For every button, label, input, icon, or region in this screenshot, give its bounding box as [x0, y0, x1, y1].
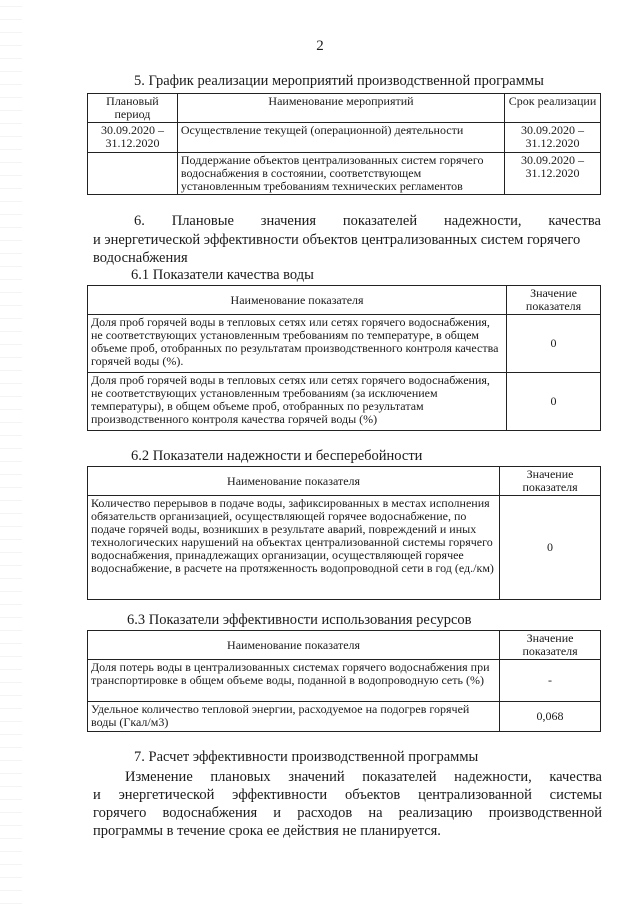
row-name: Удельное количество тепловой энергии, расходуемое на подогрев горячей воды (Гкал/м3) [88, 702, 500, 732]
header-name: Наименование мероприятий [177, 94, 504, 123]
section-6-line-1: 6. Плановые значения показателей надежности, качества [134, 213, 601, 229]
table-row [88, 373, 601, 431]
schedule-table [87, 93, 601, 195]
header-name: Наименование показателя [88, 286, 507, 315]
row-name: Доля потерь воды в централизованных системах горячего водоснабжения при транспортировке в общем объеме воды, поданной в водопроводную сеть (%) [88, 660, 500, 702]
row-name: Осуществление текущей (операционной) деятельности [177, 123, 504, 153]
section-7-line-1: Изменение плановых значений показателей надежности, качества [125, 769, 602, 785]
section-7-title: 7. Расчет эффективности производственной программы [134, 749, 479, 765]
resource-efficiency-table [87, 630, 601, 732]
header-value: Значение показателя [507, 286, 601, 315]
table-row [88, 153, 601, 195]
row-value: 0,068 [500, 702, 601, 732]
subsection-6-1-title: 6.1 Показатели качества воды [131, 267, 314, 283]
section-6-line-3: водоснабжения [93, 250, 188, 266]
row-name: Доля проб горячей воды в тепловых сетях или сетях горячего водоснабжения, не соответствующих установленным требованиям по температуре, в общем объеме проб, отобранных по результатам производственного контроля качества горячей воды (%). [88, 315, 507, 373]
row-name: Доля проб горячей воды в тепловых сетях или сетях горячего водоснабжения, не соответствующих установленным требованиям (за исключением температуры), в общем объеме проб, отобранных по результатам производственного контроля качества горячей воды (%) [88, 373, 507, 431]
row-period [88, 153, 178, 195]
section-7-line-4: программы в течение срока ее действия не планируется. [93, 823, 441, 839]
section-7-line-2: и энергетической эффективности объектов централизованной системы [93, 787, 602, 803]
table-header-row [88, 631, 601, 660]
row-term: 30.09.2020 – 31.12.2020 [505, 153, 601, 195]
subsection-6-2-title: 6.2 Показатели надежности и бесперебойности [131, 448, 423, 464]
table-header-row [88, 94, 601, 123]
row-value: - [500, 660, 601, 702]
table-header-row [88, 286, 601, 315]
row-period: 30.09.2020 – 31.12.2020 [88, 123, 178, 153]
reliability-table [87, 466, 601, 600]
row-term: 30.09.2020 – 31.12.2020 [505, 123, 601, 153]
header-value: Значение показателя [500, 631, 601, 660]
table-row [88, 702, 601, 732]
table-row [88, 660, 601, 702]
section-5-title: 5. График реализации мероприятий производственной программы [134, 73, 544, 89]
table-row [88, 315, 601, 373]
row-value: 0 [507, 315, 601, 373]
section-7-line-3: горячего водоснабжения и расходов на реализацию производственной [93, 805, 602, 821]
page-number: 2 [316, 38, 324, 54]
header-value: Значение показателя [500, 467, 601, 496]
scan-edge [0, 0, 22, 905]
header-period: Плановый период [88, 94, 178, 123]
row-value: 0 [507, 373, 601, 431]
table-row [88, 496, 601, 600]
row-value: 0 [500, 496, 601, 600]
subsection-6-3-title: 6.3 Показатели эффективности использования ресурсов [127, 612, 472, 628]
water-quality-table [87, 285, 601, 431]
header-name: Наименование показателя [88, 631, 500, 660]
header-name: Наименование показателя [88, 467, 500, 496]
table-row [88, 123, 601, 153]
row-name: Поддержание объектов централизованных систем горячего водоснабжения в состоянии, соответствующем установленным требованиям технических регламентов [177, 153, 504, 195]
section-6-line-2: и энергетической эффективности объектов централизованных систем горячего [93, 232, 581, 248]
table-header-row [88, 467, 601, 496]
header-term: Срок реализации [505, 94, 601, 123]
row-name: Количество перерывов в подаче воды, зафиксированных в местах исполнения обязательств организацией, осуществляющей горячее водоснабжение, по подаче горячей воды, возникших в результате аварий, повреждений и иных технологических нарушений на объектах централизованной системы горячего водоснабжения, принадлежащих организации, осуществляющей горячее водоснабжение, в расчете на протяженность водопроводной сети в год (ед./км) [88, 496, 500, 600]
